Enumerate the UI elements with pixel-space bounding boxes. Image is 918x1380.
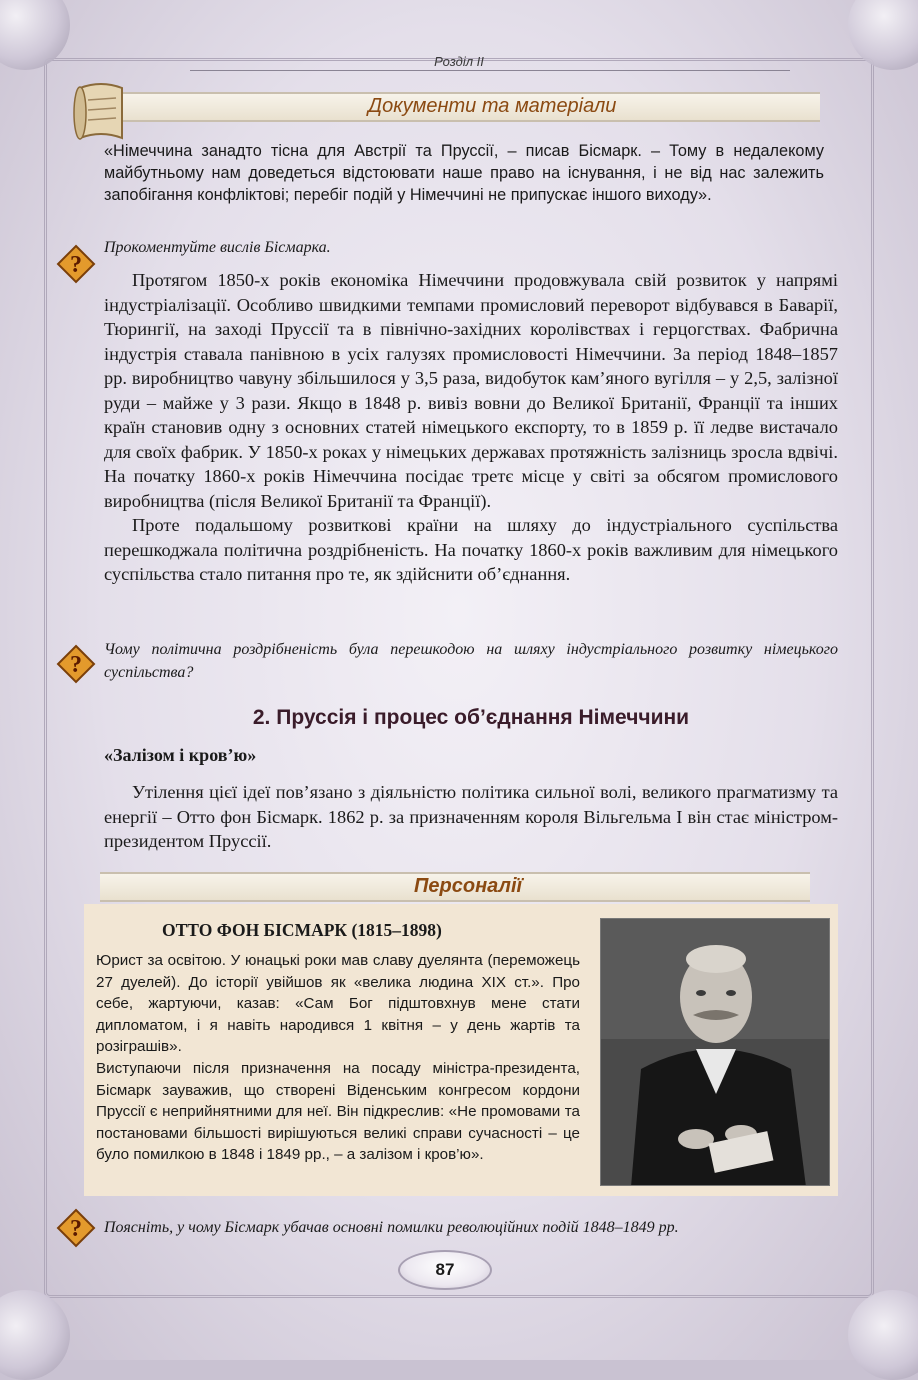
question-icon <box>56 1208 96 1248</box>
question-icon <box>56 244 96 284</box>
personalia-title: Персоналії <box>414 875 523 897</box>
question-2: Чому політична роздрібненість була перешкодою на шляху індустріального розвитку німецького суспільства? <box>104 641 838 681</box>
section2-paragraph: Утілення цієї ідеї пов’язано з діяльністю політика сильної волі, великого прагматизму та енергії – Отто фон Бісмарк. 1862 р. за призначенням короля Вільгельма І він стає міністром-президентом Пруссії. <box>104 782 838 851</box>
person-name: ОТТО ФОН БІСМАРК (1815–1898) <box>162 920 442 940</box>
scroll-icon <box>72 80 130 148</box>
svg-text:?: ? <box>70 652 82 678</box>
bio-paragraph-1: Юрист за освітою. У юнацькі роки мав славу дуелянта (переможець 27 дуелей). До історії увійшов як «велика людина XIX ст.». Про себе, жартуючи, казав: «Сам Бог підштовхнув мене стати дипломатом, і я навіть народився 1 квітня – у день жартів та розіграшів». <box>96 952 580 1056</box>
header-divider <box>190 70 790 71</box>
person-bio <box>96 950 580 1166</box>
section-heading: 2. Пруссія і процес об’єднання Німеччини <box>252 706 690 729</box>
paragraph-1: Протягом 1850-х років економіка Німеччини продовжувала свій розвиток у напрямі індустріалізації. Особливо швидкими темпами промисловий переворот відбувався в Баварії, Тюрингії, на заході Пруссії та в північно-західних королівствах і герцогствах. Фабрична індустрія ставала панівною в усіх галузях промисловості Німеччини. За період 1848–1857 рр. виробництво чавуну збільшилося у 3,5 раза, видобуток кам’яного вугілля – у 2,5, залізної руди – майже у 3 рази. Якщо в 1848 р. вивіз вовни до Великої Британії, Франції та інших країн становив одну з основних статей німецького експорту, то в 1859 р. її ледве вистачало для своїх фабрик. У 1850-х роках у німецьких державах протяжність залізниць зросла вдвічі. На початку 1860-х років Німеччина посідає третє місце у світі за обсягом промислового виробництва (після Великої Британії та Франції). <box>104 270 838 511</box>
paragraph-2: Проте подальшому розвиткові країни на шляху до індустріального суспільства перешкоджала політична роздрібненість. На початку 1860-х років важливим для німецького суспільства стало питання про те, як здійснити об’єднання. <box>104 515 838 584</box>
page-number: 87 <box>398 1250 492 1290</box>
subheading: «Залізом і кров’ю» <box>104 745 257 765</box>
bismarck-quote: «Німеччина занадто тісна для Австрії та Пруссії, – писав Бісмарк. – Тому в недалекому майбутньому нам доведеться відстоювати наше право на існування, і не від нас залежить запобігання конфліктові; перебіг подій у Німеччині не припускає іншого виходу». <box>104 142 824 204</box>
svg-text:?: ? <box>70 252 82 278</box>
question-icon <box>56 644 96 684</box>
svg-text:?: ? <box>70 1216 82 1242</box>
bismarck-portrait <box>600 918 830 1186</box>
question-1: Прокоментуйте вислів Бісмарка. <box>104 239 331 256</box>
question-3: Поясніть, у чому Бісмарк убачав основні помилки революційних подій 1848–1849 рр. <box>104 1219 679 1236</box>
section-label: Розділ ІІ <box>434 54 484 69</box>
body-text <box>104 268 838 587</box>
documents-title: Документи та матеріали <box>368 95 617 117</box>
section2-text <box>104 780 838 854</box>
bio-paragraph-2: Виступаючи після призначення на посаду міністра-президента, Бісмарк зауважив, що створені Віденським конгресом кордони Пруссії є неприйнятними для неї. Він підкреслив: «Не промовами та постановами більшості вирішуються великі справи сучасності – це було помилкою в 1848 і 1849 рр., – а залізом і кров’ю». <box>96 1059 580 1164</box>
